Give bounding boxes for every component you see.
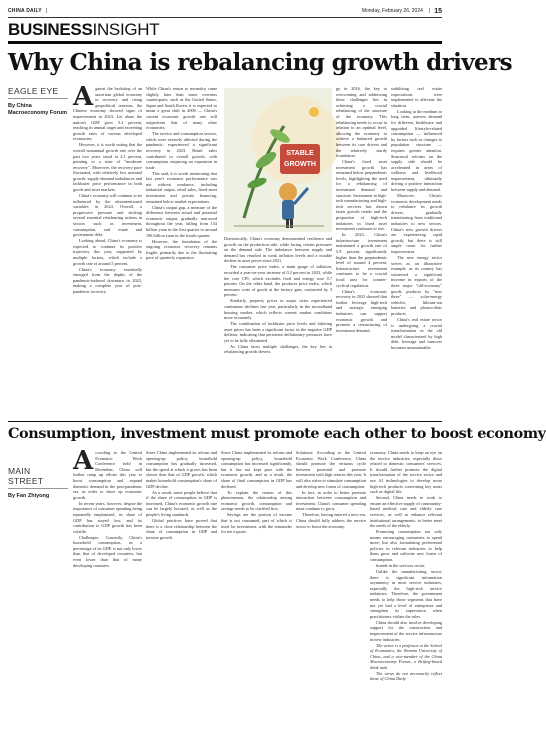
paragraph: In fact, in order to better promote interaction between consumption and investment, China's consumer spending must continue to grow. bbox=[296, 489, 366, 512]
page-number: 15 bbox=[434, 7, 442, 15]
paragraph: According to the Central Economic Work Conference held in December, China will further ramp up efforts this year to boost consumption and expand domestic demand in the post-pandemic era, in order to shore up economic growth. bbox=[73, 446, 142, 500]
article-column-4 bbox=[224, 236, 332, 416]
illustration bbox=[224, 88, 332, 232]
second-headline: Consumption, investment must promote each other to boost economy bbox=[8, 425, 546, 442]
article2-column-1 bbox=[73, 446, 142, 742]
paragraph: stabilizing real estate expectations were implemented to alleviate the situation. bbox=[391, 86, 442, 108]
paragraph: To explain the reason of this phenomenon, the relationship among economic growth, consumption and savings needs to be clarified first. bbox=[221, 489, 292, 512]
paragraph: Second, China needs to work to ensure an effective supply of community-based medical care and elderly care services, as well as enhance relevant institutional arrangements, to better meet the needs of the elderly. bbox=[370, 495, 442, 529]
section-title-insight: INSIGHT bbox=[92, 20, 160, 39]
author-note: The writer is a professor at the School of Economics, the Renmin University of China, and a vice-member of the China Macroeconomy Forum, a Beijing-based think tank. bbox=[370, 642, 442, 670]
article2-column-2 bbox=[146, 450, 217, 742]
paragraph: Therefore, having entered a new-era, China should fully address the service sector to boost the economy. bbox=[296, 512, 366, 529]
section-divider bbox=[8, 421, 442, 422]
article-column-5 bbox=[336, 86, 387, 416]
paragraph: Since China implemented its reform and opening-up policy, household consumption has gradually increased, but the speed at which it grows has been slower than that of GDP growth, which makes household consumption's share of GDP decline. bbox=[146, 450, 217, 489]
section-title bbox=[8, 20, 159, 40]
paragraph: Savings are the portion of income that is not consumed, part of which is used for investment, with the remainder for net exports. bbox=[221, 512, 292, 535]
paragraph: China's economy essentially emerged from the depths of the pandemic-induced downturn in 2023, making a complete year of post-pandemic recovery. bbox=[73, 266, 142, 294]
paragraph: The consumer price index, a main gauge of inflation, recorded a year-on-year increase of 0.2 percent in 2023, while the core CPI, which excludes food and energy rose 0.7 percent. On the other hand, the producer price index, which measures costs of goods at the factory gate, contracted by 3 percent. bbox=[224, 264, 332, 298]
paragraph: Against the backdrop of an uncertain global economy in recovery and rising geopolitical tensions, the Chinese economy showed signs of improvement in 2023. Let alone the nation's GDP grew 5.2 percent, reaching its annual target and exceeding growth rates of various developed economies. bbox=[73, 82, 142, 142]
svg-text:STABLE: STABLE bbox=[286, 150, 314, 157]
paragraph: China's economic recovery in 2023 showed that further leverage high-tech and strategic emerging industries can support economic growth and promote a restructuring of investment demand. bbox=[336, 288, 387, 333]
top-bar: CHINA DAILY | Monday, February 26, 2024 | 15 bbox=[8, 7, 442, 15]
drop-cap: A bbox=[73, 82, 94, 112]
paragraph: Looking at the medium to long term, uneven demand for different, healthcare and upgraded lifestyle-related consumption — influenced by factors such as changes to population structure — requires greater attention. Structural reforms on the supply side should be accelerated in areas of wellness and livelihood improvement, ultimately driving a positive interaction between supply and demand. bbox=[391, 108, 442, 193]
section-title-business: BUSINESS bbox=[8, 20, 93, 39]
paragraph: While China's return to normalcy came slightly later than some overseas counterparts, such as the United States, Japan and South Korea, it is expected to mean a great shift in 2000 — China's current economic growth rate will outperform that of many other economies. bbox=[146, 86, 217, 131]
paragraph: China's real estate sector is undergoing a crucial transformation as the old model characterized by high debt, leverage and turnover becomes unsustainable. bbox=[391, 316, 442, 350]
stable-growth-illustration bbox=[224, 88, 332, 232]
paragraph: brands in the services sector. bbox=[376, 563, 426, 569]
paragraph: Solutions: According to the Central Economic Work Conference, China should promote the virtuous cycle between potential and promote investment with high returns this year. It will also strive to stimulate consumption and develop new forms of consumption. bbox=[296, 450, 366, 489]
paragraph: The service and consumption sectors, which were severely affected during the pandemic, experienced a significant recovery in 2023. Retail sales contributed to overall growth, with consumption outpacing an expansion in trade. bbox=[146, 131, 217, 170]
article-column-1 bbox=[73, 82, 142, 416]
byline-2: By Fan Zhiyong bbox=[8, 493, 50, 499]
column-kicker-2: MAIN STREET bbox=[8, 466, 68, 489]
article2-column-5 bbox=[370, 450, 442, 742]
drop-cap-2: A bbox=[73, 446, 94, 476]
publication-name: CHINA DAILY bbox=[8, 8, 42, 14]
paragraph: Domestically, China's economy demonstrated resilience and growth on the production side, while facing certain pressures on the demand side. The imbalance between supply and demand has resulted in weak inflation levels and a notable decline in asset prices since 2021. bbox=[224, 236, 332, 264]
paragraph: gy in 2016, the key to overcoming and addressing these challenges lies in achieving a crucial rebalancing of the structure of the economy. This rebalancing needs to occur in relation to an optimal level, allowing the economy to achieve a balanced growth between its core drivers and the relatively sturdy foundation. bbox=[336, 86, 387, 159]
paragraph: Since China implemented its reform and opening-up policy, household consumption has increased significantly, but it has not kept pace with the economic growth, and as a result, the share of final consumption in GDP has declined. bbox=[221, 450, 292, 489]
paragraph: China's fixed asset investment growth has remained below prepandemic levels, highlighting the need for a rebalancing of investment demand and structure. Investment in high-tech manufacturing and high-tech services has shown faster growth trends and the proportion of high-tech industries in fixed asset investment continues to rise. bbox=[336, 159, 387, 232]
paragraph: Similarly, property prices in major cities experienced continuous declines last year, particularly in the secondhand housing market, which reflects current market conditions more accurately. bbox=[224, 298, 332, 321]
section-bar bbox=[8, 41, 442, 44]
issue-date: Monday, February 26, 2024 bbox=[361, 8, 423, 14]
paragraph: In recent years, however, despite the importance of consumer spending being repeatedly emphasized, its share of GDP has stayed low, and its contribution to GDP growth has been volatile. bbox=[73, 500, 142, 534]
disclaimer: The views do not necessarily reflect those of China Daily. bbox=[370, 670, 442, 682]
svg-text:GROWTH: GROWTH bbox=[284, 161, 316, 168]
paragraph: The new energy sector serves as an illustrative example, as its country has witnessed a significant increase in exports of the three major "old-economy" goods: products by "new three" — solar-energy vehicles, lithium-ion batteries and photovoltaic products. bbox=[391, 254, 442, 316]
article-column-6 bbox=[391, 86, 442, 416]
paragraph: economy, China needs to keep an eye on the service industries, especially those related to domestic consumers' services. It should further promote the digital transformation of the service sector and use AI technologies to develop more high-tech products concerning key areas such as digital life. bbox=[370, 450, 442, 495]
paragraph: As a result, some people believe that if the share of consumption in GDP is increased, China's economic growth rate can be largely boosted, as well as the people's living standards. bbox=[146, 489, 217, 517]
byline: By China Macroeconomy Forum bbox=[8, 103, 67, 117]
paragraph: China's output gap, a measure of the difference between actual and potential economic output, gradually narrowed throughout the year, falling from 134 billion yuan in the first quarter to around 196 billion yuan in the fourth quarter. bbox=[146, 204, 217, 238]
paragraph: China's economy will continue to be influenced by the aforementioned variables in 2024. Overall, a progressive pressure and sticking several essential rebalancing actions in sectors such as investment, consumption, real estate and government debt. bbox=[73, 193, 142, 238]
paragraph: However, the foundation of the ongoing economic recovery remains fragile, primarily due to the fluctuating pace of quarterly expansion. bbox=[146, 238, 217, 261]
article-column-2 bbox=[146, 86, 217, 416]
paragraph: Challenges: Currently, China's household consumption, as a percentage of its GDP, is not only lower than that of developed countries, but even lower than that of many developing countries. bbox=[73, 534, 142, 568]
column-sidebar-2 bbox=[8, 466, 68, 500]
paragraph: The combination of lackluster price levels and faltering asset prices has been a significant factor in the negative GDP deflator, indicating that persistent deflationary pressures have yet to be fully eliminated. bbox=[224, 321, 332, 343]
paragraph: In 2023, China's infrastructure investment maintained a growth rate of 5.9 percent, significantly higher than the prepandemic level of around 4 percent. Infrastructure investment continues to be a crucial focal area for counter-cyclical regulation. bbox=[336, 232, 387, 288]
paragraph: Looking ahead, China's economy is expected to continue its positive trajectory this year, supported by multiple factors, which include a growth rate of around 5 percent. bbox=[73, 238, 142, 266]
column-sidebar bbox=[8, 86, 68, 117]
paragraph: Global practices have proved that there is a close relationship between the share of consumption in GDP and income growth. bbox=[146, 517, 217, 540]
article-headline: Why China is rebalancing growth drivers bbox=[8, 49, 512, 76]
paragraph: As China faces multiple challenges, the key lies in rebalancing growth drivers. bbox=[224, 343, 332, 355]
article2-column-3 bbox=[221, 450, 292, 742]
paragraph: This said, it is worth mentioning that last year's economic performance was not without weakness, including industrial output, retail sales, fixed-asset investment and private financing, remained below market expectations. bbox=[146, 170, 217, 204]
paragraph: However, it is worth noting that the overall nonannual growth rate over the past two years stood at 4.1 percent, pointing to a state of "moderate recovery". Moreover, the recovery pace fluctuated, with relatively low nominal growth, supply-demand imbalances and lackluster price performance in both goods and asset markets. bbox=[73, 142, 142, 193]
paragraph: China should also involve developing support for the construction and improvement of the service infrastructure in new industries. bbox=[370, 619, 442, 642]
paragraph: Unlike the manufacturing sector, there is significant information asymmetry in most service industries, especially the high-tech service industries. Therefore, the government needs to help those segments that have not yet had a level of enterprises and strengthen its supervision when practitioners violate the rules. bbox=[370, 569, 442, 619]
paragraph: Moreover, China's economic development needs to rebalance its growth drivers, gradually transitioning from traditional industries to new sectors. China's new growth drivers are experiencing rapid growth, but there is still ample room for further improvement. bbox=[391, 193, 442, 254]
paragraph: Promoting consumption not only means encouraging consumers to spend more, but also formulating preferential policies in relevant industries to help them grow and cultivate new forms of consumption. bbox=[370, 529, 442, 563]
column-kicker: EAGLE EYE bbox=[8, 86, 68, 99]
top-rule bbox=[8, 17, 442, 18]
article2-column-4 bbox=[296, 450, 366, 742]
